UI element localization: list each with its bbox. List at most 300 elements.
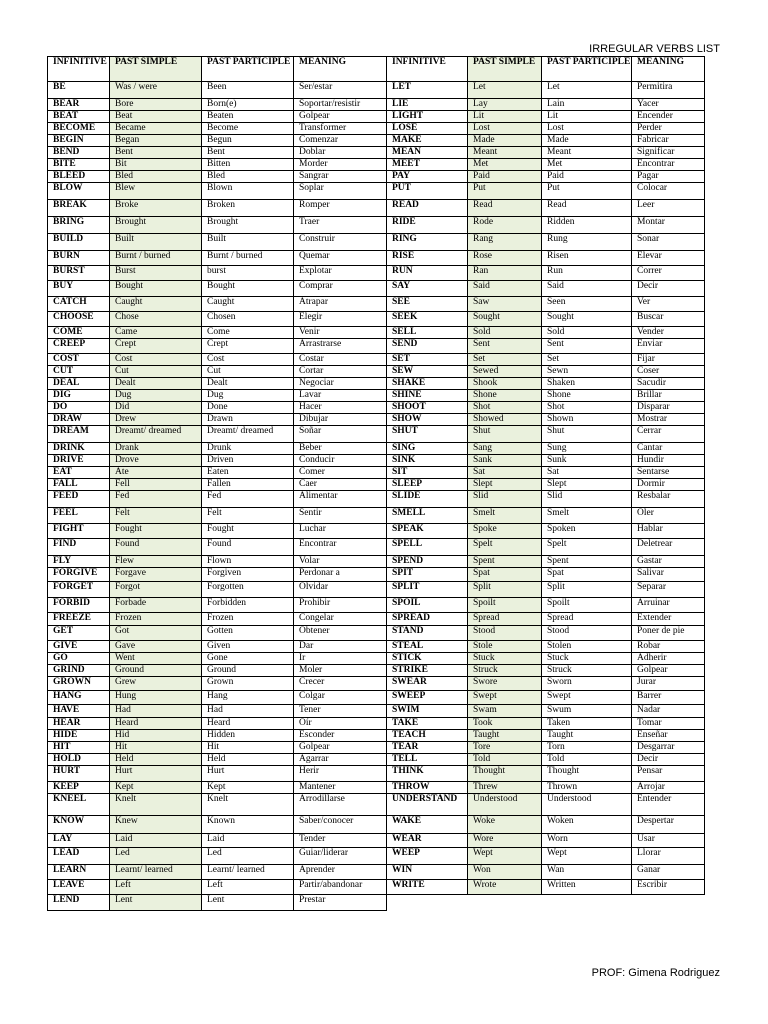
meaning-cell: Comenzar (294, 135, 387, 147)
meaning-cell: Permitira (632, 82, 705, 99)
past-simple-cell: Lay (468, 99, 542, 111)
past-simple-cell: Shone (468, 390, 542, 402)
past-simple-cell: Drew (110, 414, 202, 426)
table-row (48, 848, 387, 865)
past-simple-cell: Drank (110, 443, 202, 455)
infinitive-cell: HANG (48, 691, 110, 705)
past-participle-cell: Found (202, 539, 294, 556)
table-row (387, 183, 705, 200)
meaning-cell: Transformer (294, 123, 387, 135)
past-simple-cell: Fell (110, 479, 202, 491)
past-participle-cell: Built (202, 234, 294, 251)
meaning-cell: Encontrar (294, 539, 387, 556)
past-participle-cell: Burnt / burned (202, 251, 294, 266)
infinitive-cell: FORGIVE (48, 568, 110, 582)
table-row (48, 582, 387, 598)
past-simple-cell: Woke (468, 816, 542, 834)
infinitive-cell: SEW (387, 366, 468, 378)
infinitive-cell: LEARN (48, 865, 110, 880)
past-simple-cell: Split (468, 582, 542, 598)
table-row (387, 147, 705, 159)
meaning-cell: Oler (632, 508, 705, 524)
meaning-cell: Colocar (632, 183, 705, 200)
meaning-cell: Tomar (632, 718, 705, 730)
past-simple-cell: Rode (468, 217, 542, 234)
past-participle-cell: Bent (202, 147, 294, 159)
past-simple-cell: Taught (468, 730, 542, 742)
past-simple-cell: Spent (468, 556, 542, 568)
infinitive-cell: MAKE (387, 135, 468, 147)
infinitive-cell: BITE (48, 159, 110, 171)
table-row (387, 390, 705, 402)
infinitive-cell: BECOME (48, 123, 110, 135)
past-simple-cell: Gave (110, 641, 202, 653)
past-participle-cell: Hurt (202, 766, 294, 782)
infinitive-cell: FALL (48, 479, 110, 491)
infinitive-cell: MEET (387, 159, 468, 171)
infinitive-cell: FEED (48, 491, 110, 508)
infinitive-cell: BREAK (48, 200, 110, 217)
table-row (48, 479, 387, 491)
past-simple-cell: Slid (468, 491, 542, 508)
past-simple-cell: Had (110, 705, 202, 718)
meaning-cell: Golpear (294, 742, 387, 754)
meaning-cell: Aprender (294, 865, 387, 880)
infinitive-cell: SLEEP (387, 479, 468, 491)
table-row (48, 705, 387, 718)
infinitive-cell: KNEEL (48, 794, 110, 816)
meaning-cell: Morder (294, 159, 387, 171)
table-row (387, 691, 705, 705)
past-participle-cell: Paid (542, 171, 632, 183)
table-row (48, 742, 387, 754)
meaning-cell: Arrodillarse (294, 794, 387, 816)
past-participle-cell: Bitten (202, 159, 294, 171)
past-simple-cell: Left (110, 880, 202, 895)
meaning-cell: Enviar (632, 339, 705, 354)
meaning-cell: Volar (294, 556, 387, 568)
past-participle-cell: Gone (202, 653, 294, 665)
infinitive-cell: TELL (387, 754, 468, 766)
past-participle-cell: Given (202, 641, 294, 653)
infinitive-cell: DRIVE (48, 455, 110, 467)
past-simple-cell: Got (110, 626, 202, 641)
past-simple-cell: Spelt (468, 539, 542, 556)
table-row (387, 794, 705, 816)
infinitive-cell: SET (387, 354, 468, 366)
past-participle-cell: Lost (542, 123, 632, 135)
meaning-cell: Jurar (632, 677, 705, 691)
past-participle-cell: Brought (202, 217, 294, 234)
meaning-cell: Cerrar (632, 426, 705, 443)
past-participle-cell: Hang (202, 691, 294, 705)
meaning-cell: Arruinar (632, 598, 705, 613)
meaning-cell: Venir (294, 327, 387, 339)
infinitive-cell: LET (387, 82, 468, 99)
past-participle-cell: Told (542, 754, 632, 766)
infinitive-cell: SHAKE (387, 378, 468, 390)
meaning-cell: Explotar (294, 266, 387, 281)
table-row (48, 339, 387, 354)
infinitive-cell: RING (387, 234, 468, 251)
past-participle-cell: Cut (202, 366, 294, 378)
past-simple-cell: Bought (110, 281, 202, 297)
table-row (387, 467, 705, 479)
meaning-cell: Mostrar (632, 414, 705, 426)
table-row (48, 754, 387, 766)
infinitive-cell: TEACH (387, 730, 468, 742)
past-simple-cell: Wrote (468, 880, 542, 895)
past-participle-cell: Forbidden (202, 598, 294, 613)
table-row (48, 443, 387, 455)
past-participle-cell: Chosen (202, 312, 294, 327)
past-participle-cell: Spoilt (542, 598, 632, 613)
past-participle-cell: Caught (202, 297, 294, 312)
infinitive-cell: HAVE (48, 705, 110, 718)
infinitive-cell: HIDE (48, 730, 110, 742)
infinitive-cell: SPLIT (387, 582, 468, 598)
meaning-cell: Conducir (294, 455, 387, 467)
past-participle-cell: Met (542, 159, 632, 171)
past-simple-cell: Met (468, 159, 542, 171)
meaning-cell: Hacer (294, 402, 387, 414)
past-participle-cell: Fought (202, 524, 294, 539)
past-participle-cell: Sworn (542, 677, 632, 691)
table-row (387, 598, 705, 613)
meaning-cell: Separar (632, 582, 705, 598)
past-participle-cell: Drunk (202, 443, 294, 455)
past-participle-cell: burst (202, 266, 294, 281)
table-row (48, 653, 387, 665)
past-simple-cell: Lost (468, 123, 542, 135)
infinitive-cell: BURST (48, 266, 110, 281)
past-participle-cell: Said (542, 281, 632, 297)
infinitive-cell: BURN (48, 251, 110, 266)
infinitive-cell: RISE (387, 251, 468, 266)
infinitive-cell: LIGHT (387, 111, 468, 123)
infinitive-cell: COST (48, 354, 110, 366)
infinitive-cell: HOLD (48, 754, 110, 766)
past-participle-cell: Come (202, 327, 294, 339)
table-row (48, 327, 387, 339)
meaning-cell: Comer (294, 467, 387, 479)
past-participle-cell: Blown (202, 183, 294, 200)
past-participle-cell: Lain (542, 99, 632, 111)
infinitive-cell: CUT (48, 366, 110, 378)
header-infinitive: INFINITIVE (48, 57, 110, 82)
past-participle-cell: Born(e) (202, 99, 294, 111)
meaning-cell: Ver (632, 297, 705, 312)
infinitive-cell: SPOIL (387, 598, 468, 613)
meaning-cell: Pagar (632, 171, 705, 183)
meaning-cell: Oír (294, 718, 387, 730)
infinitive-cell: CHOOSE (48, 312, 110, 327)
past-simple-cell: Showed (468, 414, 542, 426)
table-row (387, 582, 705, 598)
infinitive-cell: FIND (48, 539, 110, 556)
past-simple-cell: Hung (110, 691, 202, 705)
infinitive-cell: BUY (48, 281, 110, 297)
table-row (48, 467, 387, 479)
past-simple-cell: Rang (468, 234, 542, 251)
past-simple-cell: Sold (468, 327, 542, 339)
past-participle-cell: Read (542, 200, 632, 217)
meaning-cell: Llorar (632, 848, 705, 865)
infinitive-cell: BLOW (48, 183, 110, 200)
past-participle-cell: Hit (202, 742, 294, 754)
meaning-cell: Prohibir (294, 598, 387, 613)
past-simple-cell: Hid (110, 730, 202, 742)
infinitive-cell: KEEP (48, 782, 110, 794)
infinitive-cell: LIE (387, 99, 468, 111)
table-row (48, 312, 387, 327)
infinitive-cell: DRAW (48, 414, 110, 426)
meaning-cell: Quemar (294, 251, 387, 266)
table-row (387, 354, 705, 366)
past-participle-cell: Known (202, 816, 294, 834)
past-simple-cell: Lent (110, 895, 202, 911)
past-participle-cell: Eaten (202, 467, 294, 479)
past-participle-cell: Swept (542, 691, 632, 705)
past-simple-cell: Knew (110, 816, 202, 834)
meaning-cell: Traer (294, 217, 387, 234)
header-row (387, 57, 705, 82)
past-simple-cell: Found (110, 539, 202, 556)
past-participle-cell: Sent (542, 339, 632, 354)
past-simple-cell: Ate (110, 467, 202, 479)
table-row (387, 217, 705, 234)
table-row (387, 782, 705, 794)
past-participle-cell: Wan (542, 865, 632, 880)
past-simple-cell: Flew (110, 556, 202, 568)
meaning-cell: Sentir (294, 508, 387, 524)
table-row (48, 665, 387, 677)
table-row (48, 816, 387, 834)
table-row (387, 479, 705, 491)
table-row (387, 754, 705, 766)
meaning-cell: Costar (294, 354, 387, 366)
past-simple-cell: Sent (468, 339, 542, 354)
infinitive-cell: SIT (387, 467, 468, 479)
document-title: IRREGULAR VERBS LIST (589, 43, 720, 55)
infinitive-cell: BRING (48, 217, 110, 234)
table-row (48, 234, 387, 251)
infinitive-cell: SEE (387, 297, 468, 312)
past-simple-cell: Shot (468, 402, 542, 414)
past-participle-cell: Forgiven (202, 568, 294, 582)
past-simple-cell: Spoke (468, 524, 542, 539)
meaning-cell: Golpear (632, 665, 705, 677)
meaning-cell: Sonar (632, 234, 705, 251)
past-participle-cell: Seen (542, 297, 632, 312)
past-simple-cell: Told (468, 754, 542, 766)
past-simple-cell: Swept (468, 691, 542, 705)
past-participle-cell: Sat (542, 467, 632, 479)
table-row (48, 135, 387, 147)
past-participle-cell: Dreamt/ dreamed (202, 426, 294, 443)
past-participle-cell: Dealt (202, 378, 294, 390)
past-participle-cell: Smelt (542, 508, 632, 524)
past-simple-cell: Stood (468, 626, 542, 641)
past-participle-cell: Sewn (542, 366, 632, 378)
table-row (48, 508, 387, 524)
meaning-cell: Gastar (632, 556, 705, 568)
table-row (387, 281, 705, 297)
meaning-cell: Negociar (294, 378, 387, 390)
table-row (48, 217, 387, 234)
infinitive-cell: SEEK (387, 312, 468, 327)
infinitive-cell: LAY (48, 834, 110, 848)
past-simple-cell: Took (468, 718, 542, 730)
past-participle-cell: Worn (542, 834, 632, 848)
header-past-participle: PAST PARTICIPLE (202, 57, 294, 82)
table-row (48, 766, 387, 782)
past-simple-cell: Fed (110, 491, 202, 508)
meaning-cell: Resbalar (632, 491, 705, 508)
table-row (48, 598, 387, 613)
meaning-cell: Romper (294, 200, 387, 217)
infinitive-cell: TAKE (387, 718, 468, 730)
table-row (48, 626, 387, 641)
infinitive-cell: SPELL (387, 539, 468, 556)
infinitive-cell: FIGHT (48, 524, 110, 539)
infinitive-cell: SMELL (387, 508, 468, 524)
meaning-cell: Mantener (294, 782, 387, 794)
past-participle-cell: Grown (202, 677, 294, 691)
past-participle-cell: Bled (202, 171, 294, 183)
infinitive-cell: GET (48, 626, 110, 641)
infinitive-cell: PUT (387, 183, 468, 200)
infinitive-cell: READ (387, 200, 468, 217)
verbs-table-right (386, 56, 705, 895)
infinitive-cell: RUN (387, 266, 468, 281)
past-participle-cell: Led (202, 848, 294, 865)
infinitive-cell: PAY (387, 171, 468, 183)
table-row (387, 234, 705, 251)
meaning-cell: Golpear (294, 111, 387, 123)
past-participle-cell: Swum (542, 705, 632, 718)
meaning-cell: Obtener (294, 626, 387, 641)
meaning-cell: Ser/estar (294, 82, 387, 99)
table-row (387, 99, 705, 111)
past-participle-cell: Laid (202, 834, 294, 848)
past-participle-cell: Sung (542, 443, 632, 455)
past-simple-cell: Slept (468, 479, 542, 491)
infinitive-cell: BE (48, 82, 110, 99)
past-participle-cell: Cost (202, 354, 294, 366)
past-simple-cell: Lit (468, 111, 542, 123)
meaning-cell: Esconder (294, 730, 387, 742)
past-participle-cell: Struck (542, 665, 632, 677)
infinitive-cell: DO (48, 402, 110, 414)
table-row (387, 339, 705, 354)
table-row (387, 626, 705, 641)
table-row (387, 200, 705, 217)
past-simple-cell: Cost (110, 354, 202, 366)
meaning-cell: Colgar (294, 691, 387, 705)
table-row (387, 82, 705, 99)
table-row (387, 378, 705, 390)
past-simple-cell: Bit (110, 159, 202, 171)
infinitive-cell: MEAN (387, 147, 468, 159)
meaning-cell: Robar (632, 641, 705, 653)
table-row (48, 834, 387, 848)
table-row (48, 524, 387, 539)
infinitive-cell: GIVE (48, 641, 110, 653)
infinitive-cell: SPREAD (387, 613, 468, 626)
table-row (387, 171, 705, 183)
past-participle-cell: Let (542, 82, 632, 99)
infinitive-cell: BEAR (48, 99, 110, 111)
infinitive-cell: WRITE (387, 880, 468, 895)
past-simple-cell: Burnt / burned (110, 251, 202, 266)
meaning-cell: Deletrear (632, 539, 705, 556)
table-row (48, 390, 387, 402)
past-participle-cell: Flown (202, 556, 294, 568)
past-simple-cell: Ran (468, 266, 542, 281)
table-row (48, 730, 387, 742)
meaning-cell: Escribir (632, 880, 705, 895)
past-participle-cell: Lent (202, 895, 294, 911)
meaning-cell: Dar (294, 641, 387, 653)
past-participle-cell: Felt (202, 508, 294, 524)
meaning-cell: Prestar (294, 895, 387, 911)
meaning-cell: Sacudir (632, 378, 705, 390)
past-participle-cell: Torn (542, 742, 632, 754)
table-row (48, 895, 387, 911)
past-participle-cell: Shone (542, 390, 632, 402)
table-row (48, 159, 387, 171)
past-participle-cell: Taken (542, 718, 632, 730)
table-row (48, 455, 387, 467)
past-simple-cell: Burst (110, 266, 202, 281)
infinitive-cell: SING (387, 443, 468, 455)
table-row (387, 556, 705, 568)
past-simple-cell: Learnt/ learned (110, 865, 202, 880)
past-participle-cell: Wept (542, 848, 632, 865)
past-participle-cell: Understood (542, 794, 632, 816)
infinitive-cell: SPEAK (387, 524, 468, 539)
meaning-cell: Hablar (632, 524, 705, 539)
infinitive-cell: DIG (48, 390, 110, 402)
past-simple-cell: Struck (468, 665, 542, 677)
meaning-cell: Extender (632, 613, 705, 626)
past-participle-cell: Fallen (202, 479, 294, 491)
table-row (387, 426, 705, 443)
table-row (48, 414, 387, 426)
meaning-cell: Buscar (632, 312, 705, 327)
header-meaning: MEANING (294, 57, 387, 82)
meaning-cell: Beber (294, 443, 387, 455)
past-participle-cell: Heard (202, 718, 294, 730)
past-simple-cell: Came (110, 327, 202, 339)
past-participle-cell: Sold (542, 327, 632, 339)
header-past-simple: PAST SIMPLE (468, 57, 542, 82)
table-row (48, 281, 387, 297)
table-row (48, 82, 387, 99)
past-simple-cell: Blew (110, 183, 202, 200)
past-simple-cell: Said (468, 281, 542, 297)
past-simple-cell: Put (468, 183, 542, 200)
past-participle-cell: Woken (542, 816, 632, 834)
past-simple-cell: Set (468, 354, 542, 366)
table-row (387, 297, 705, 312)
past-simple-cell: Understood (468, 794, 542, 816)
past-simple-cell: Drove (110, 455, 202, 467)
past-simple-cell: Forgave (110, 568, 202, 582)
past-participle-cell: Begun (202, 135, 294, 147)
infinitive-cell: SHOW (387, 414, 468, 426)
